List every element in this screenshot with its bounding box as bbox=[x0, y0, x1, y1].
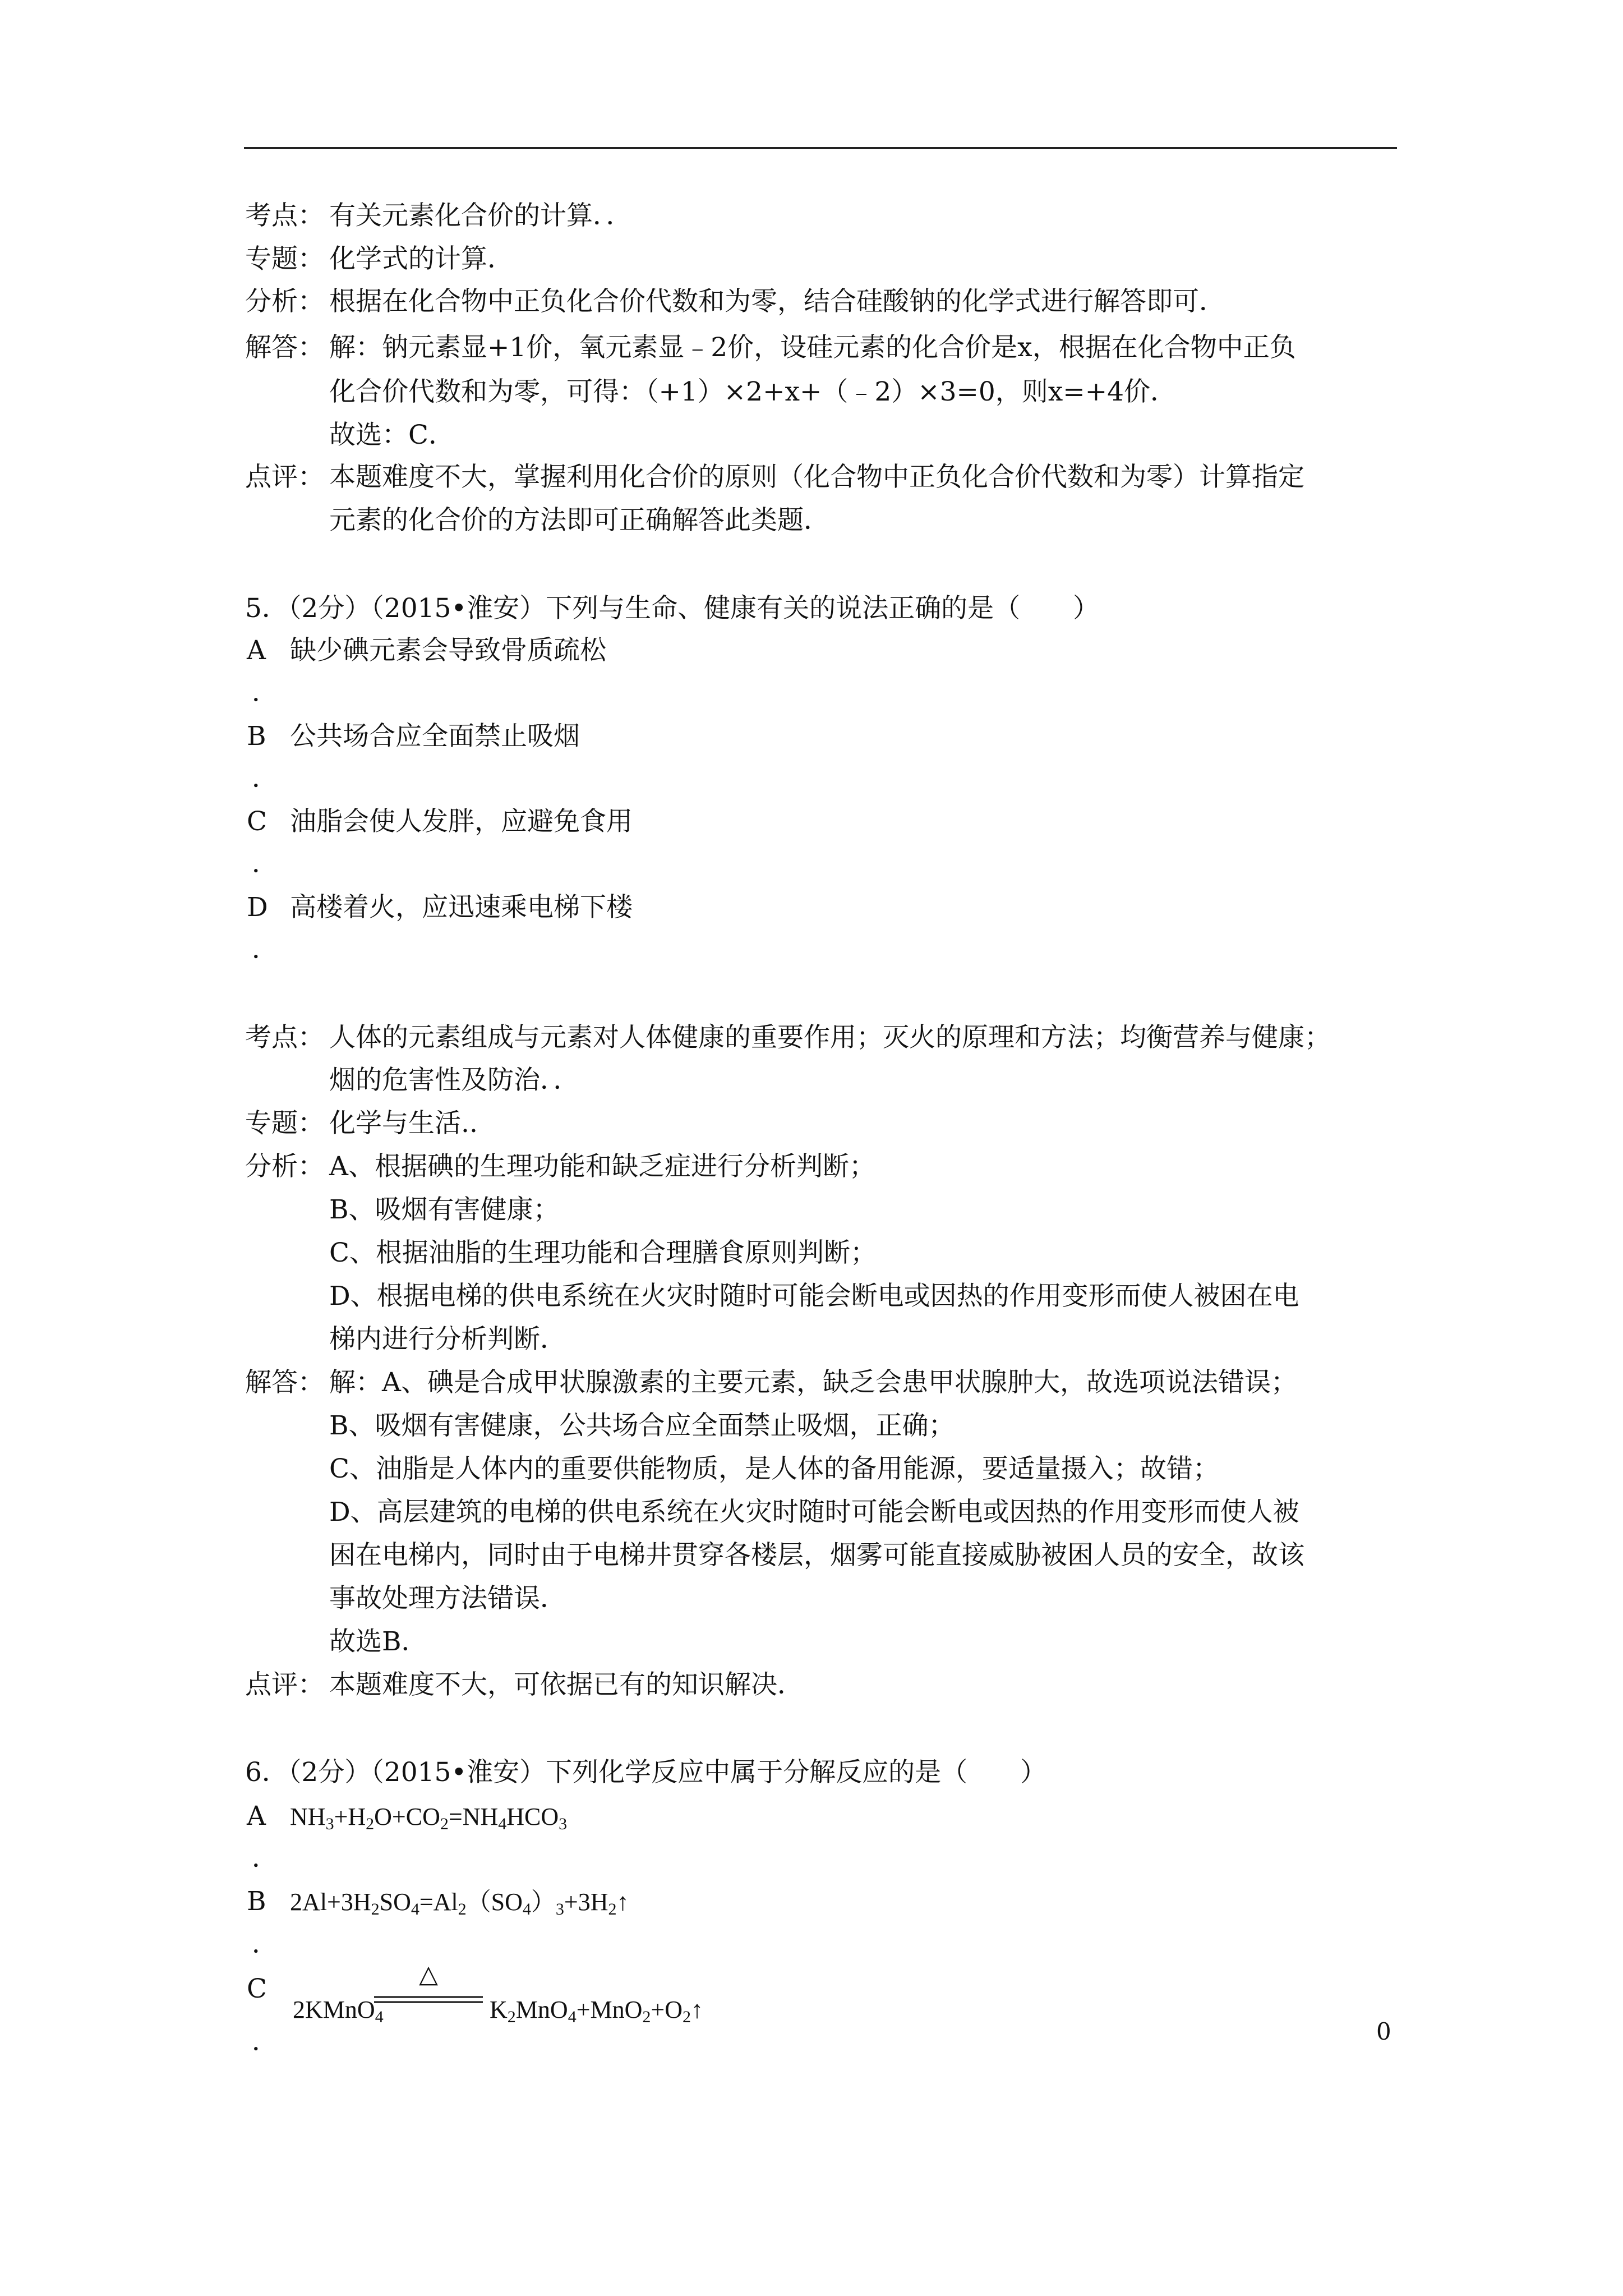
q5-jieda-line: C、油脂是人体内的重要供能物质，是人体的备用能源，要适量摄入；故错； bbox=[329, 1453, 1219, 1484]
q5-jieda-line: 困在电梯内，同时由于电梯井贯穿各楼层，烟雾可能直接威胁被困人员的安全，故该 bbox=[329, 1540, 1304, 1571]
kaodian-label: 考点： bbox=[245, 200, 324, 231]
q4-fenxi: 分析： 根据在化合物中正负化合价代数和为零，结合硅酸钠的化学式进行解答即可． bbox=[245, 285, 1225, 319]
zhuanti-label: 专题： bbox=[245, 1108, 324, 1139]
zhuanti-label: 专题： bbox=[245, 243, 324, 274]
page-number: 0 bbox=[1376, 2018, 1391, 2045]
q5-fenxi-line: C、根据油脂的生理功能和合理膳食原则判断； bbox=[329, 1237, 877, 1268]
option-dot: ． bbox=[252, 848, 278, 879]
q5-option-c[interactable]: C 油脂会使人发胖，应避免食用 bbox=[247, 806, 633, 837]
q4-jieda-line: 故选：C． bbox=[329, 420, 455, 450]
q5-jieda-line: 事故处理方法错误． bbox=[329, 1583, 566, 1614]
q6-option-b[interactable]: B $2Al+3H_2SO_4=Al_2(SO_4)_3+3H_2↑$ bbox=[247, 1886, 629, 1918]
q5-option-d[interactable]: D 高楼着火，应迅速乘电梯下楼 bbox=[247, 892, 633, 923]
q5-jieda-line: 故选B． bbox=[329, 1626, 428, 1657]
header-rule bbox=[244, 147, 1397, 149]
option-dot: ． bbox=[252, 1843, 278, 1874]
q5-dianping: 点评： 本题难度不大，可依据已有的知识解决． bbox=[245, 1668, 804, 1702]
q5-fenxi-line: 梯内进行分析判断． bbox=[329, 1324, 566, 1355]
q6-option-c-letter[interactable]: C bbox=[247, 1973, 267, 2004]
q5-jieda: 解答： 解：A、碘是合成甲状腺激素的主要元素，缺乏会患甲状腺肿大，故选项说法错误； bbox=[245, 1366, 1297, 1400]
q5-fenxi-line: D、根据电梯的供电系统在火灾时随时可能会断电或因热的作用变形而使人被困在电 bbox=[329, 1281, 1299, 1312]
dianping-label: 点评： bbox=[245, 1669, 324, 1700]
q6-option-a[interactable]: A $NH_3+H_2O+CO_2=NH_4HCO_3$ bbox=[247, 1801, 568, 1833]
heating-condition-symbol bbox=[370, 1962, 487, 2007]
equation-c-products: $K_2MnO_4+MnO_2+O_2↑$ bbox=[490, 1996, 703, 2026]
q5-fenxi: 分析： A、根据碘的生理功能和缺乏症进行分析判断； bbox=[245, 1150, 875, 1184]
kaodian-label: 考点： bbox=[245, 1022, 324, 1053]
q6-stem: 6．（2分）（2015•淮安）下列化学反应中属于分解反应的是（ ） bbox=[245, 1757, 1047, 1788]
q4-jieda-line: 化合价代数和为零，可得：（+1）×2+x+（﹣2）×3=0，则x=+4价． bbox=[329, 376, 1177, 407]
equation-b: $2Al+3H_2SO_4=Al_2(SO_4)_3+3H_2↑$ bbox=[290, 1888, 629, 1918]
q5-fenxi-line: B、吸烟有害健康； bbox=[329, 1194, 560, 1225]
option-dot: ． bbox=[252, 2026, 278, 2057]
delta-icon: △ bbox=[419, 1962, 438, 1989]
fenxi-label: 分析： bbox=[245, 286, 324, 317]
q4-dianping-line: 元素的化合价的方法即可正确解答此类题． bbox=[329, 505, 830, 536]
q5-jieda-line: B、吸烟有害健康，公共场合应全面禁止吸烟，正确； bbox=[329, 1410, 955, 1441]
option-dot: ． bbox=[252, 934, 278, 965]
jieda-label: 解答： bbox=[245, 332, 324, 363]
fenxi-label: 分析： bbox=[245, 1151, 324, 1182]
q5-stem: 5．（2分）（2015•淮安）下列与生命、健康有关的说法正确的是（ ） bbox=[245, 593, 1100, 624]
dianping-label: 点评： bbox=[245, 462, 324, 493]
q5-jieda-line: D、高层建筑的电梯的供电系统在火灾时随时可能会断电或因热的作用变形而使人被 bbox=[329, 1497, 1299, 1527]
q4-kaodian: 考点： 有关元素化合价的计算．． bbox=[245, 199, 633, 233]
q4-zhuanti: 专题： 化学式的计算． bbox=[245, 242, 514, 276]
q5-kaodian: 考点： 人体的元素组成与元素对人体健康的重要作用；灭火的原理和方法；均衡营养与健康； bbox=[245, 1021, 1331, 1055]
q5-option-a[interactable]: A 缺少碘元素会导致骨质疏松 bbox=[247, 635, 606, 666]
q4-dianping: 点评： 本题难度不大，掌握利用化合价的原则（化合物中正负化合价代数和为零）计算指定 bbox=[245, 461, 1304, 494]
equation-a: $NH_3+H_2O+CO_2=NH_4HCO_3$ bbox=[290, 1803, 568, 1833]
option-dot: ． bbox=[252, 1929, 278, 1959]
jieda-label: 解答： bbox=[245, 1367, 324, 1398]
option-dot: ． bbox=[252, 677, 278, 708]
q4-jieda: 解答： 解：钠元素显+1价，氧元素显﹣2价，设硅元素的化合价是x，根据在化合物中正负 bbox=[245, 331, 1296, 365]
q5-option-b[interactable]: B 公共场合应全面禁止吸烟 bbox=[247, 721, 580, 752]
option-dot: ． bbox=[252, 763, 278, 794]
equation-c-reactant: 2KMnO$_4$ bbox=[293, 1996, 384, 2026]
q5-kaodian-line: 烟的危害性及防治．． bbox=[329, 1065, 580, 1096]
q5-zhuanti: 专题： 化学与生活.. bbox=[245, 1107, 478, 1140]
